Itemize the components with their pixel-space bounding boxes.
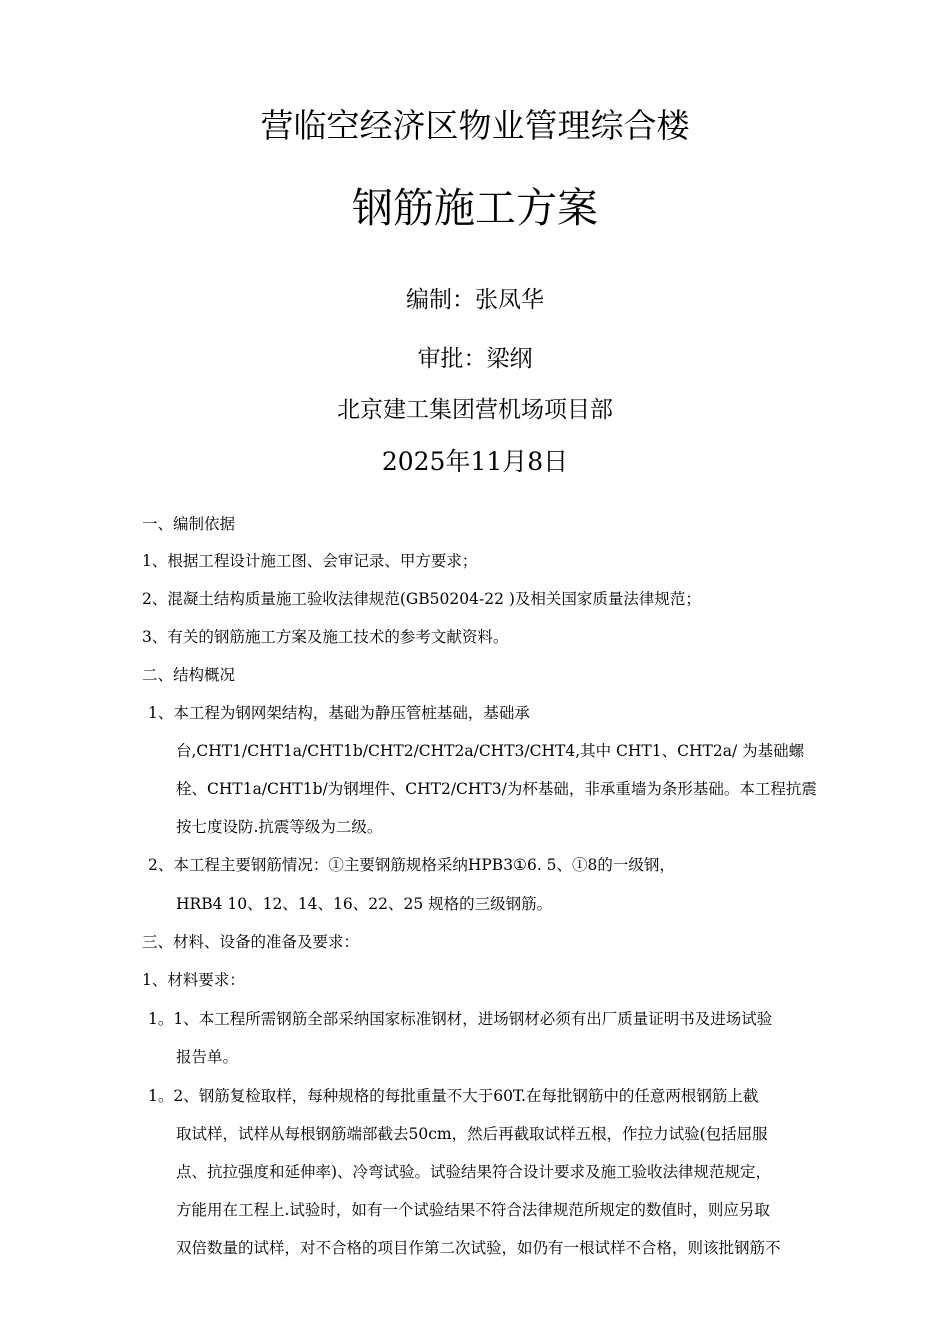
date-line: 2025年11月8日 (381, 447, 569, 476)
section-heading: 一、编制依据 (142, 515, 236, 533)
paragraph-line: 1。1、本工程所需钢筋全部采纳国家标准钢材，进场钢材必须有出厂质量证明书及进场试验 (148, 1010, 773, 1028)
paragraph-line: 报告单。 (176, 1048, 239, 1066)
project-title: 营临空经济区物业管理综合楼 (260, 106, 690, 145)
organization-line: 北京建工集团营机场项目部 (337, 397, 613, 423)
approver-line: 审批：梁纲 (417, 346, 533, 372)
paragraph-line: 双倍数量的试样，对不合格的项目作第二次试验，如仍有一根试样不合格，则该批钢筋不 (176, 1239, 781, 1257)
paragraph-line: 3、有关的钢筋施工方案及施工技术的参考文献资料。 (142, 628, 509, 646)
paragraph-line: 2、本工程主要钢筋情况：①主要钢筋规格采纳HPB3①6. 5、①8的一级钢， (148, 856, 675, 874)
paragraph-line: 取试样，试样从每根钢筋端部截去50cm，然后再截取试样五根，作拉力试验(包括屈服 (176, 1125, 768, 1143)
paragraph-line: 台,CHT1/CHT1a/CHT1b/CHT2/CHT2a/CHT3/CHT4,其中 CHT1、CHT2a/ 为基础螺 (176, 742, 805, 760)
paragraph-line: 1。2、钢筋复检取样，每种规格的每批重量不大于60T.在每批钢筋中的任意两根钢筋上截 (148, 1087, 759, 1105)
section-heading: 三、材料、设备的准备及要求： (142, 933, 360, 951)
paragraph-line: 栓、CHT1a/CHT1b/为钢埋件、CHT2/CHT3/为杯基础，非承重墙为条形基础。本工程抗震 (176, 780, 817, 798)
paragraph-line: 1、本工程为钢网架结构，基础为静压管桩基础，基础承 (148, 704, 530, 722)
section-heading: 二、结构概况 (142, 666, 236, 684)
paragraph-line: HRB4 10、12、14、16、22、25 规格的三级钢筋。 (176, 895, 553, 913)
paragraph-line: 方能用在工程上.试验时，如有一个试验结果不符合法律规范所规定的数值时，则应另取 (176, 1201, 770, 1219)
paragraph-line: 1、材料要求： (142, 971, 245, 989)
paragraph-line: 按七度设防.抗震等级为二级。 (176, 818, 383, 836)
paragraph-line: 1、根据工程设计施工图、会审记录、甲方要求； (142, 552, 478, 570)
paragraph-line: 点、抗拉强度和延伸率)、冷弯试验。试验结果符合设计要求及施工验收法律规范规定， (176, 1163, 772, 1181)
paragraph-line: 2、混凝土结构质量施工验收法律规范(GB50204-22 )及相关国家质量法律规范； (142, 590, 701, 608)
document-title: 钢筋施工方案 (352, 184, 598, 232)
author-line: 编制：张凤华 (406, 287, 544, 313)
